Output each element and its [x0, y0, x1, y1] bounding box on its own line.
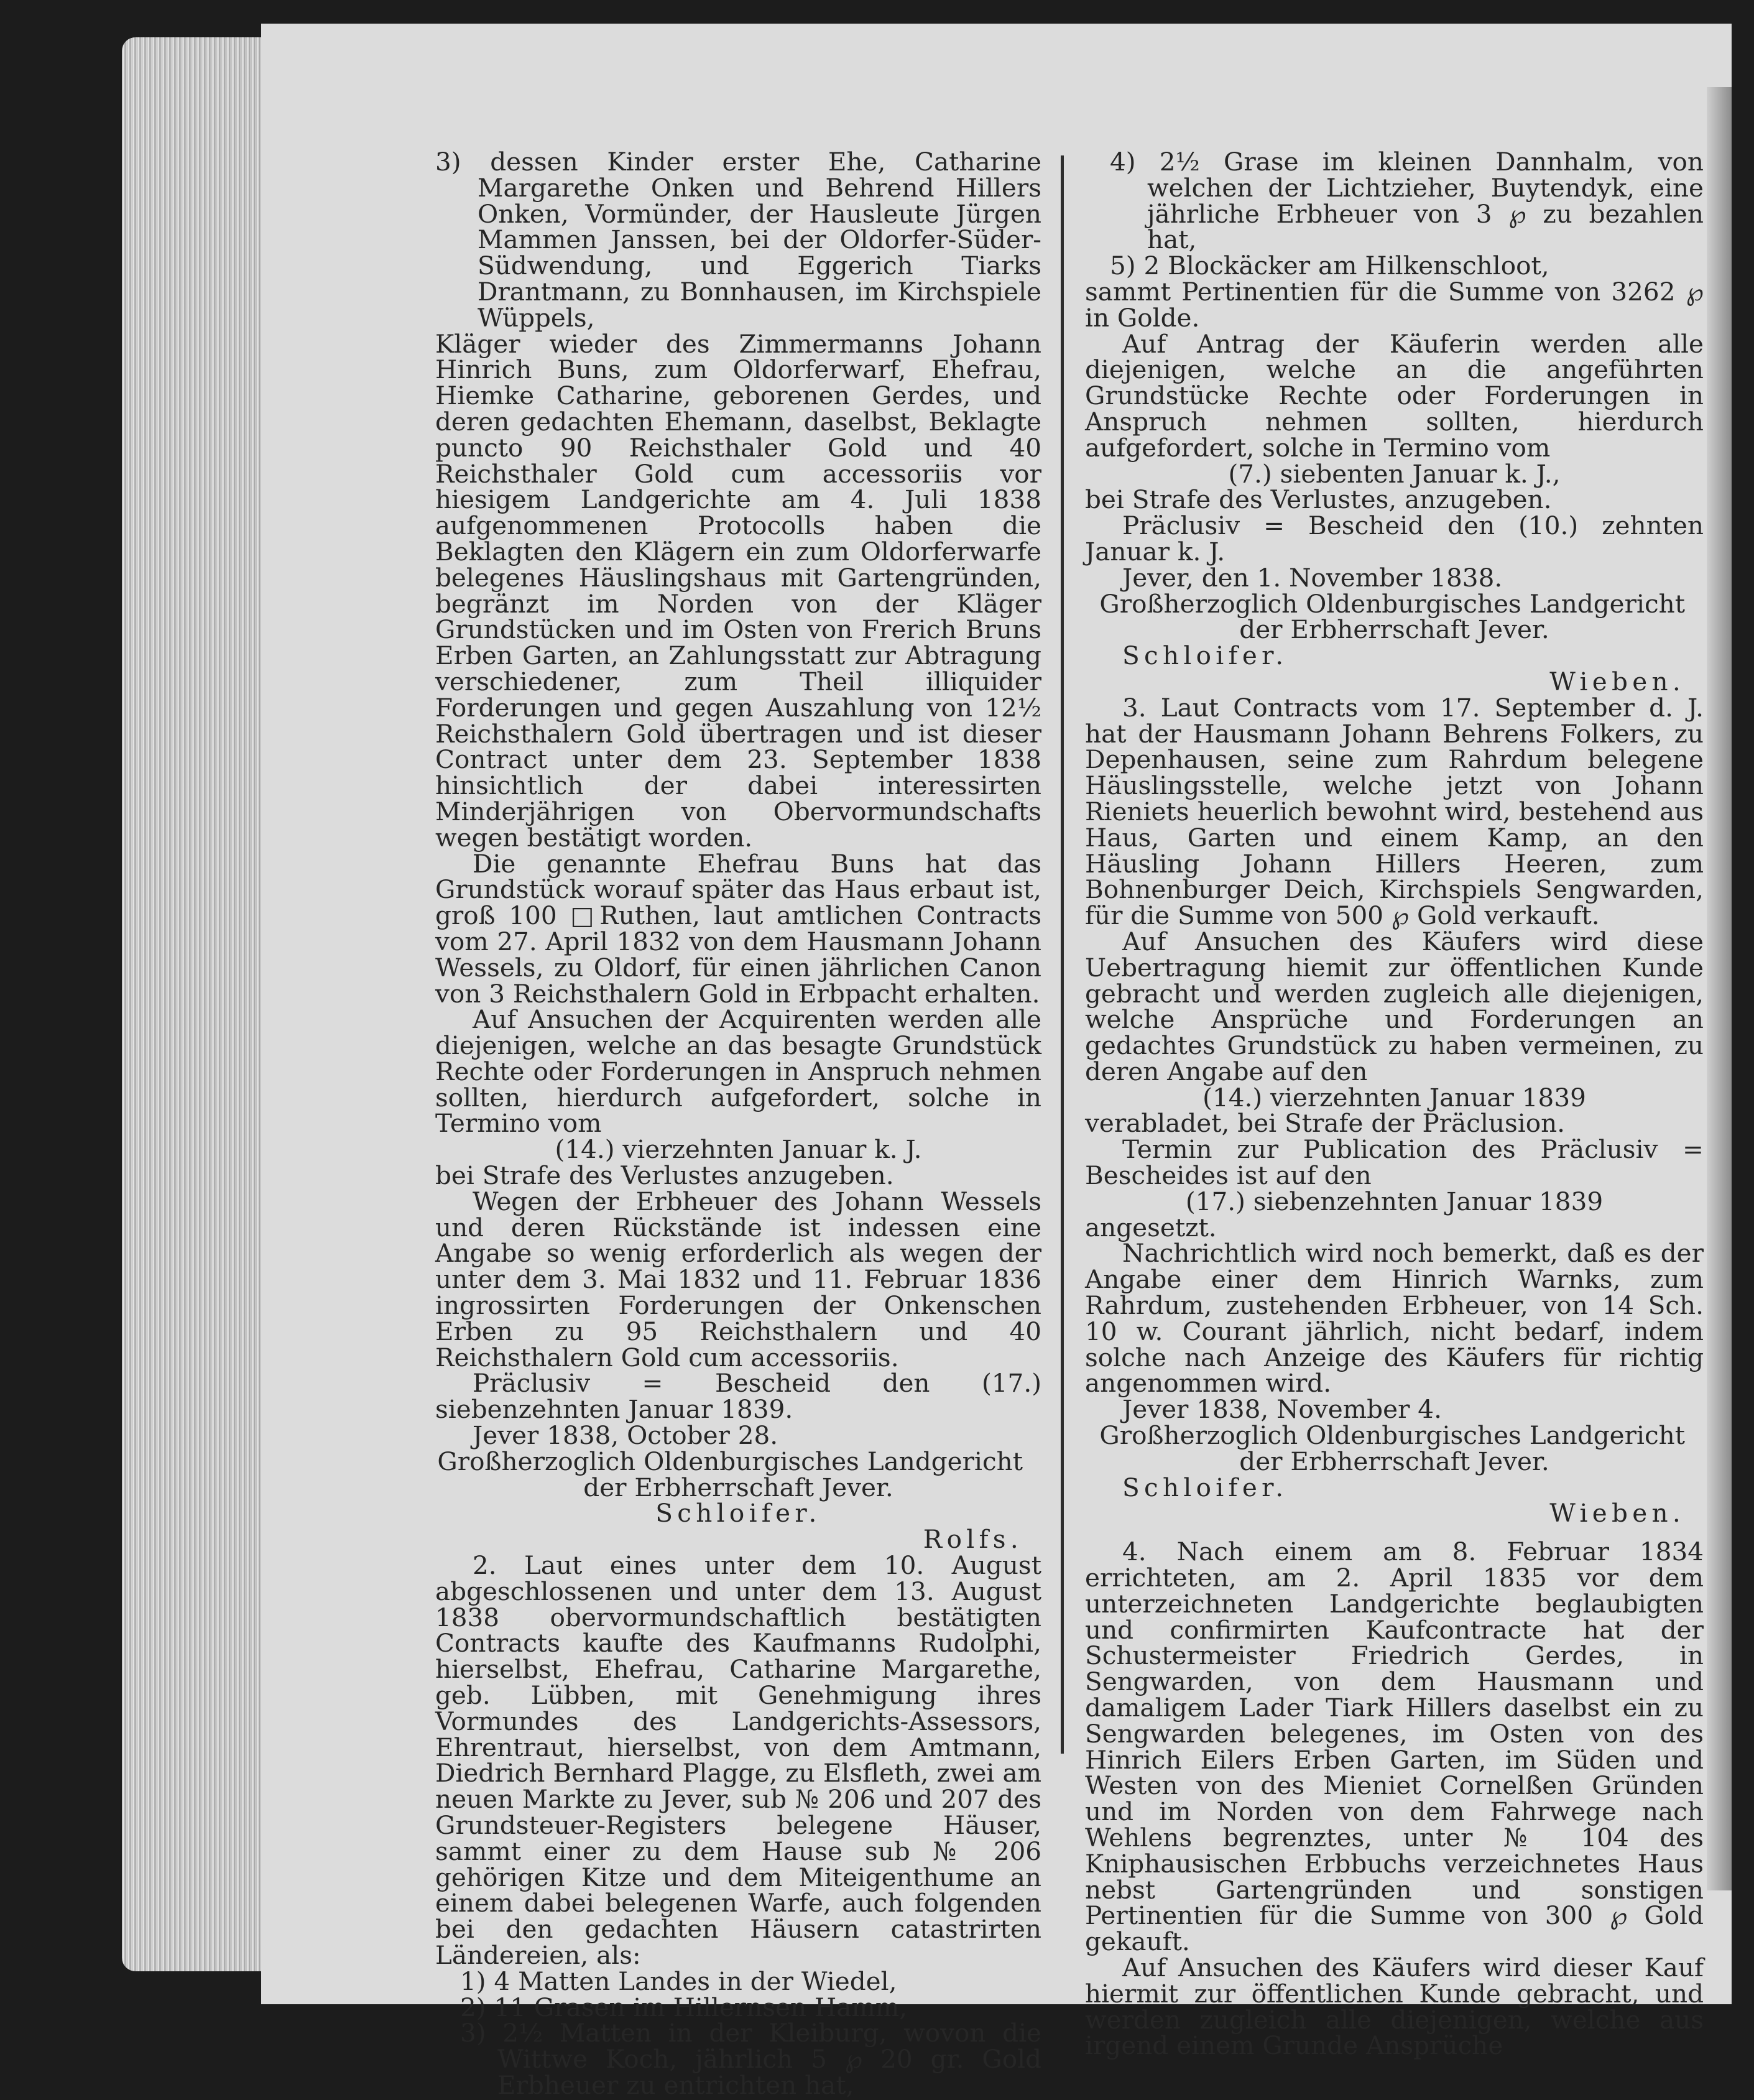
left-column — [435, 147, 1041, 2100]
termin-publication-line: Termin zur Publication des Präclusiv = Bescheides ist auf den — [1085, 1134, 1704, 1191]
signature-2b: Wieben. — [1549, 666, 1685, 696]
paragraph-ansuchen: Auf Ansuchen der Acquirenten werden alle diejenigen, welche an das besagte Grundstück Rechte oder Forderungen in Anspruch nehmen sollten, hierdurch aufgefordert, solche in Termino vom — [435, 1004, 1041, 1139]
list-item-2: 2) 11 Grasen im Hillernsen Hamm, — [460, 1992, 908, 2022]
court-name-1b: der Erbherrschaft Jever. — [583, 1472, 893, 1502]
item-3: 3) dessen Kinder erster Ehe, Catharine Margarethe Onken und Behrend Hillers Onken, Vormünder, der Hausleute Jürgen Mammen Janssen, bei der Oldorfer-Süder-Südwendung, und Eggerich Tiarks Drantmann, zu Bonnhausen, im Kirchspiele Wüppels, — [435, 147, 1041, 333]
paragraph-3: 3. Laut Contracts vom 17. September d. J. hat der Hausmann Johann Behrens Folkers, zu Depenhausen, seine zum Rahrdum belegene Häuslingsstelle, welche jetzt von Johann Rieniets heuerlich bewohnt wird, bestehend aus Haus, Garten und einem Kamp, an den Häusling Johann Hillers Heeren, zum Bohnenburger Deich, Kirchspiels Sengwarden, für die Summe von 500 ℘ Gold verkauft. — [1085, 692, 1704, 931]
list-item-5: 5) 2 Blockäcker am Hilkenschloot, — [1110, 251, 1549, 281]
termin-date-1: (14.) vierzehnten Januar k. J. — [555, 1134, 922, 1165]
book-page-edges — [122, 37, 271, 1971]
paragraph-ehefrau: Die genannte Ehefrau Buns hat das Grundstück worauf später das Haus erbaut ist, groß 100 □Ruthen, laut amtlichen Contracts vom 27. April 1832 von dem Hausmann Johann Wessels, zu Oldorf, für einen jährlichen Canon von 3 Reichsthalern Gold in Erbpacht erhalten. — [435, 848, 1041, 1009]
court-name-2a: Großherzoglich Oldenburgisches Landgericht — [1099, 588, 1685, 619]
angesetzt-line: angesetzt. — [1085, 1212, 1217, 1242]
paragraph-2: 2. Laut eines unter dem 10. August abgeschlossenen und unter dem 13. August 1838 obervormundschaftlich bestätigten Contracts kaufte des Kaufmanns Rudolphi, hierselbst, Ehefrau, Catharine Margarethe, geb. Lübben, mit Genehmigung ihres Vormundes des Landgerichts-Assessors, Ehrentraut, hierselbst, von dem Amtmann, Diedrich Bernhard Plagge, zu Elsfleth, zwei am neuen Markte zu Jever, sub № 206 und 207 des Grundsteuer-Registers belegene Häuser, sammt einer zu dem Hause sub № 206 gehörigen Kitze und dem Miteigenthume an einem dabei belegenen Warfe, auch folgenden bei den gedachten Häusern catastrirten Ländereien, als: — [435, 1550, 1041, 1970]
strafe-line-1: bei Strafe des Verlustes anzugeben. — [435, 1160, 894, 1191]
summe-line: sammt Pertinentien für die Summe von 3262 ℘ in Golde. — [1085, 276, 1704, 333]
column-divider — [1061, 155, 1064, 1754]
verabladet-line: verabladet, bei Strafe der Präclusion. — [1085, 1108, 1566, 1139]
date-line-2: Jever, den 1. November 1838. — [1122, 562, 1503, 593]
right-column — [1085, 147, 1704, 2061]
strafe-line-2: bei Strafe des Verlustes, anzugeben. — [1085, 484, 1552, 515]
court-name-3b: der Erbherrschaft Jever. — [1239, 1446, 1549, 1476]
signature-3a: Schloifer. — [1122, 1472, 1288, 1502]
paragraph-kaeufer: Auf Ansuchen des Käufers wird diese Uebertragung hiemit zur öffentlichen Kunde gebracht und werden zugleich alle diejenigen, welche Ansprüche und Forderungen an gedachtes Grundstück zu haben vermeinen, zu deren Angabe auf den — [1085, 926, 1704, 1086]
signature-1b: Rolfs. — [923, 1524, 1023, 1555]
court-name-1a: Großherzoglich Oldenburgisches Landgericht — [437, 1446, 1023, 1476]
signature-1a: Schloifer. — [655, 1498, 821, 1529]
list-item-1: 1) 4 Matten Landes in der Wiedel, — [460, 1966, 897, 1996]
list-item-4: 4) 2½ Grase im kleinen Dannhalm, von welchen der Lichtzieher, Buytendyk, eine jährliche Erbheuer von 3 ℘ zu bezahlen hat, — [1110, 147, 1704, 255]
praeclusiv-line-2: Präclusiv = Bescheid den (10.) zehnten Januar k. J. — [1085, 511, 1704, 567]
page-gutter-shadow — [1707, 87, 1732, 1890]
signature-3b: Wieben. — [1549, 1498, 1685, 1529]
termin-date-2: (7.) siebenten Januar k. J., — [1228, 458, 1561, 489]
paragraph-klaeger: Kläger wieder des Zimmermanns Johann Hinrich Buns, zum Oldorferwarf, Ehefrau, Hiemke Catharine, geborenen Gerdes, und deren gedachten Ehemann, daselbst, Beklagte puncto 90 Reichsthaler Gold und 40 Reichsthaler Gold cum accessoriis vor hiesigem Landgerichte am 4. Juli 1838 aufgenommenen Protocolls haben die Beklagten den Klägern ein zum Oldorferwarfe belegenes Häuslingshaus mit Gartengründen, begränzt im Norden von der Kläger Grundstücken und im Osten von Frerich Bruns Erben Garten, an Zahlungsstatt zur Abtragung verschiedener, zum Theil illiquider Forderungen und gegen Auszahlung von 12½ Reichsthalern Gold übertragen und ist dieser Contract unter dem 23. September 1838 hinsichtlich der dabei interessirten Minderjährigen von Obervormundschafts wegen bestätigt worden. — [435, 328, 1041, 853]
date-line-1: Jever 1838, October 28. — [473, 1420, 778, 1451]
termin-date-3: (14.) vierzehnten Januar 1839 — [1202, 1082, 1586, 1112]
court-name-2b: der Erbherrschaft Jever. — [1239, 614, 1549, 645]
date-line-3: Jever 1838, November 4. — [1122, 1394, 1442, 1425]
paragraph-erbheuer: Wegen der Erbheuer des Johann Wessels und deren Rückstände ist indessen eine Angabe so wenig erforderlich als wegen der unter dem 3. Mai 1832 und 11. Februar 1836 ingrossirten Forderungen der Onkenschen Erben zu 95 Reichsthalern und 40 Reichsthalern Gold cum accessoriis. — [435, 1186, 1041, 1372]
court-name-3a: Großherzoglich Oldenburgisches Landgericht — [1099, 1420, 1685, 1451]
paragraph-last: Auf Ansuchen des Käufers wird dieser Kauf hiermit zur öffentlichen Kunde gebracht, und werden zugleich alle diejenigen, welche aus irgend einem Grunde Ansprüche — [1085, 1952, 1704, 2061]
paragraph-nachricht: Nachrichtlich wird noch bemerkt, daß es der Angabe einer dem Hinrich Warnks, zum Rahrdum, zustehenden Erbheuer, von 14 Sch. 10 w. Courant jährlich, nicht bedarf, indem solche nach Anzeige des Käufers für richtig angenommen wird. — [1085, 1238, 1704, 1399]
list-item-3: 3) 2½ Matten in der Kleiburg, wovon die Wittwe Koch, jährlich 5 ℘ 20 gr. Gold Erbheuer zu entrichten hat, — [460, 2018, 1041, 2100]
signature-2a: Schloifer. — [1122, 641, 1288, 671]
paragraph-antrag: Auf Antrag der Käuferin werden alle diejenigen, welche an die angeführten Grundstücke Rechte oder Forderungen in Anspruch nehmen sollten, hierdurch aufgefordert, solche in Termino vom — [1085, 328, 1704, 463]
praeclusiv-line-1: Präclusiv = Bescheid den (17.) siebenzehnten Januar 1839. — [435, 1368, 1041, 1425]
termin-date-4: (17.) siebenzehnten Januar 1839 — [1185, 1186, 1604, 1216]
paragraph-4: 4. Nach einem am 8. Februar 1834 errichteten, am 2. April 1835 vor dem unterzeichneten Landgerichte beglaubigten und confirmirten Kaufcontracte hat der Schustermeister Friedrich Gerdes, in Sengwarden, von dem Hausmann und damaligem Lader Tiark Hillers daselbst ein zu Sengwarden belegenes, im Osten von des Hinrich Eilers Erben Garten, im Süden und Westen von des Mieniet Cornelßen Gründen und im Norden von dem Fahrwege nach Wehlens begrenztes, unter № 104 des Kniphausischen Erbbuchs verzeichnetes Haus nebst Gartengründen und sonstigen Pertinentien für die Summe von 300 ℘ Gold gekauft. — [1085, 1537, 1704, 1957]
